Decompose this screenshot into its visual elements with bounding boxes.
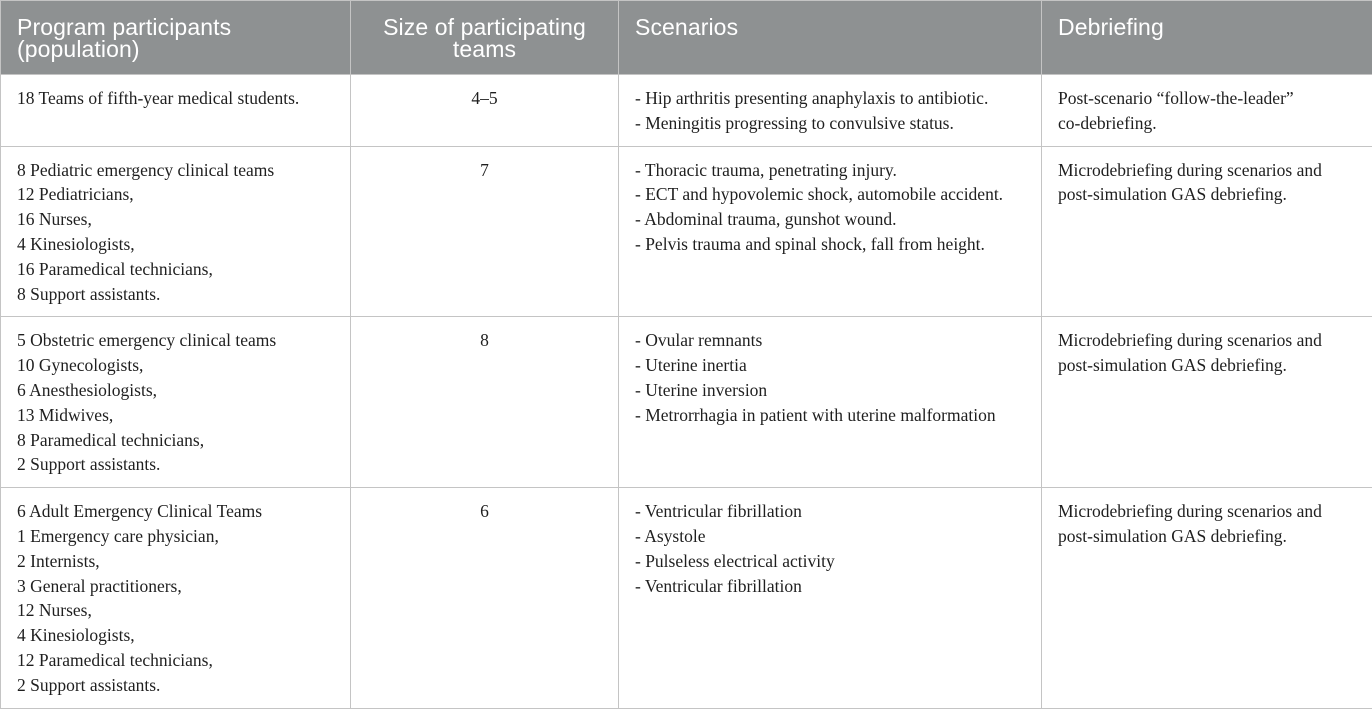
- scenario-line: - Thoracic trauma, penetrating injury.: [635, 158, 1025, 183]
- scenario-line: - Asystole: [635, 524, 1025, 549]
- participants-cell: [1, 146, 351, 317]
- table-body: [1, 75, 1372, 709]
- participants-line: 12 Nurses,: [17, 598, 334, 623]
- participants-line: 4 Kinesiologists,: [17, 232, 334, 257]
- participants-line: 4 Kinesiologists,: [17, 623, 334, 648]
- participants-line: 16 Paramedical technicians,: [17, 257, 334, 282]
- header-debriefing: Debriefing: [1042, 1, 1372, 75]
- header-scenarios: Scenarios: [619, 1, 1042, 75]
- debriefing-line: Microdebriefing during scenarios and: [1058, 328, 1356, 353]
- scenarios-cell: [619, 488, 1042, 708]
- participants-cell: [1, 75, 351, 147]
- participants-line: 16 Nurses,: [17, 207, 334, 232]
- table-row: [1, 75, 1372, 147]
- participants-line: 8 Pediatric emergency clinical teams: [17, 158, 334, 183]
- table-header: [1, 1, 1372, 75]
- header-team-size: Size of participating teams: [351, 1, 619, 75]
- debriefing-line: post-simulation GAS debriefing.: [1058, 182, 1356, 207]
- participants-line: 3 General practitioners,: [17, 574, 334, 599]
- scenarios-cell: [619, 317, 1042, 488]
- participants-cell: [1, 317, 351, 488]
- participants-line: 12 Paramedical technicians,: [17, 648, 334, 673]
- debriefing-line: post-simulation GAS debriefing.: [1058, 353, 1356, 378]
- team-size-cell: 7: [351, 146, 619, 317]
- debriefing-line: post-simulation GAS debriefing.: [1058, 524, 1356, 549]
- scenario-line: - Pelvis trauma and spinal shock, fall from height.: [635, 232, 1025, 257]
- participants-line: 13 Midwives,: [17, 403, 334, 428]
- scenario-line: - Meningitis progressing to convulsive status.: [635, 111, 1025, 136]
- participants-line: 6 Adult Emergency Clinical Teams: [17, 499, 334, 524]
- participants-line: 8 Paramedical technicians,: [17, 428, 334, 453]
- scenario-line: - Ovular remnants: [635, 328, 1025, 353]
- scenario-line: - Uterine inversion: [635, 378, 1025, 403]
- header-row: [1, 1, 1372, 75]
- participants-cell: [1, 488, 351, 708]
- scenario-line: - Uterine inertia: [635, 353, 1025, 378]
- participants-line: 6 Anesthesiologists,: [17, 378, 334, 403]
- table-row: [1, 317, 1372, 488]
- scenario-line: - Pulseless electrical activity: [635, 549, 1025, 574]
- team-size-cell: 8: [351, 317, 619, 488]
- scenario-line: - ECT and hypovolemic shock, automobile accident.: [635, 182, 1025, 207]
- debriefing-cell: [1042, 75, 1372, 147]
- scenario-line: - Hip arthritis presenting anaphylaxis to antibiotic.: [635, 86, 1025, 111]
- team-size-cell: 4–5: [351, 75, 619, 147]
- participants-line: 10 Gynecologists,: [17, 353, 334, 378]
- debriefing-line: Post-scenario “follow-the-leader”: [1058, 86, 1356, 111]
- debriefing-line: co-debriefing.: [1058, 111, 1356, 136]
- team-size-cell: 6: [351, 488, 619, 708]
- participants-line: 5 Obstetric emergency clinical teams: [17, 328, 334, 353]
- participants-line: 2 Support assistants.: [17, 673, 334, 698]
- debriefing-cell: [1042, 488, 1372, 708]
- header-participants: Program participants (population): [1, 1, 351, 75]
- debriefing-cell: [1042, 317, 1372, 488]
- scenario-line: - Abdominal trauma, gunshot wound.: [635, 207, 1025, 232]
- participants-line: 2 Support assistants.: [17, 452, 334, 477]
- table-row: [1, 146, 1372, 317]
- table-row: [1, 488, 1372, 708]
- participants-line: 18 Teams of fifth-year medical students.: [17, 86, 334, 111]
- participants-line: 12 Pediatricians,: [17, 182, 334, 207]
- debriefing-line: Microdebriefing during scenarios and: [1058, 158, 1356, 183]
- scenario-line: - Ventricular fibrillation: [635, 499, 1025, 524]
- scenario-line: - Metrorrhagia in patient with uterine malformation: [635, 403, 1025, 428]
- participants-line: 2 Internists,: [17, 549, 334, 574]
- scenario-line: - Ventricular fibrillation: [635, 574, 1025, 599]
- participants-line: 1 Emergency care physician,: [17, 524, 334, 549]
- debriefing-line: Microdebriefing during scenarios and: [1058, 499, 1356, 524]
- participants-line: 8 Support assistants.: [17, 282, 334, 307]
- scenarios-cell: [619, 75, 1042, 147]
- scenarios-cell: [619, 146, 1042, 317]
- debriefing-cell: [1042, 146, 1372, 317]
